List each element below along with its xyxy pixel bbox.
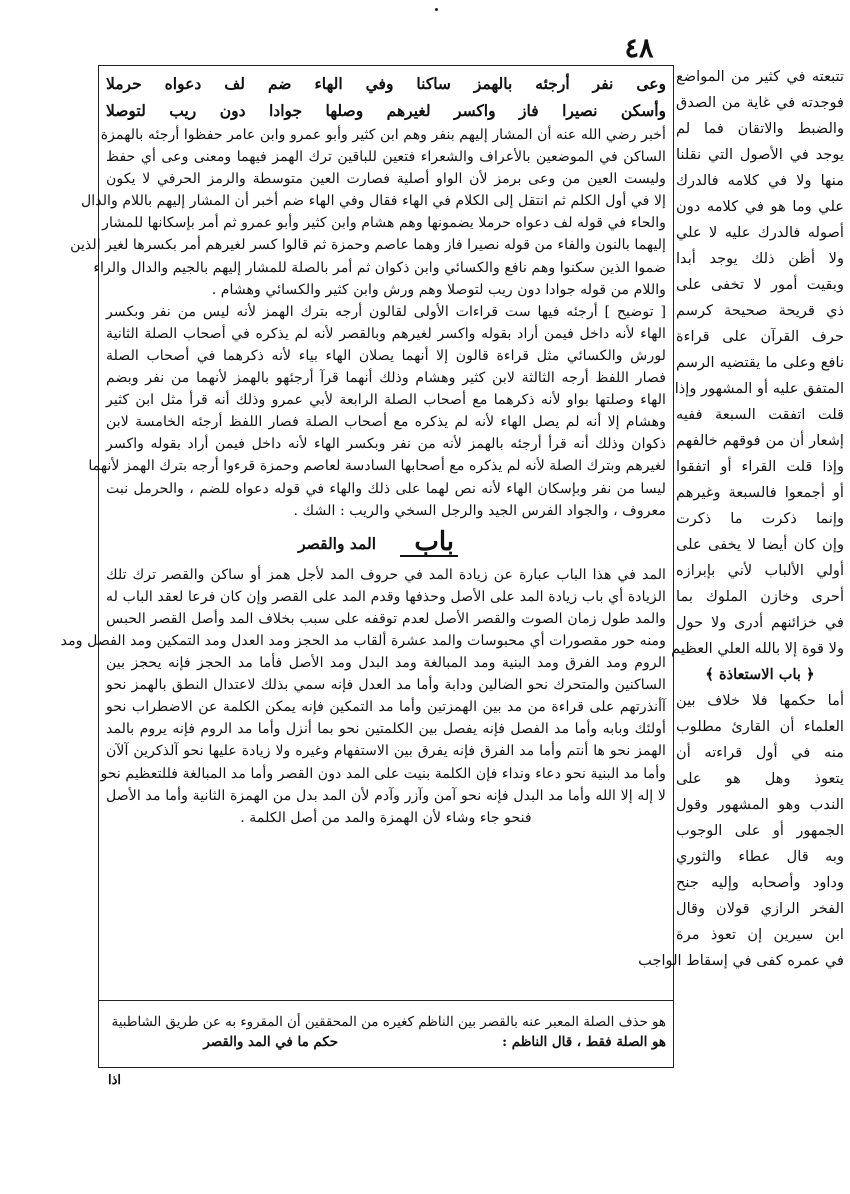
tawdih-line: ليسا من نفر وبإسكان الهاء لأنه نص لهما على ذلك والهاء في قوله دعواه للضم ، والحرمل نبت	[106, 480, 666, 497]
chapter-line: المد في هذا الباب عبارة عن زيادة المد في حروف المد لأجل همز أو ساكن والقصر ترك تلك	[106, 566, 666, 583]
ink-dot	[435, 8, 438, 11]
commentary-line: الساكن في الموضعين بالأعراف والشعراء فتعين للباقين ترك الهمز فيهما ومعنى وعى أي حفظ	[106, 149, 666, 166]
tawdih-line: لغيرهم وبترك الصلة لأنه لم يذكره مع أصحابها السادسة لعاصم وحمزة قرءوا أرجه بترك الهمز لأنهما	[88, 458, 666, 475]
margin-line: منها ولا في كلامه فالدرك	[676, 172, 844, 189]
footnote-line	[106, 1034, 666, 1058]
margin-line: والضبط والاتقان فما لم	[676, 120, 844, 137]
chapter-line: والمد طول زمان الصوت والقصر الأصل لعدم توقفه على سبب بخلاف المد وأصل القصر الحبس	[106, 610, 666, 627]
commentary-line: إلا في أول الكلم ثم انتقل إلى الكلام في الهاء فقال وفي الهاء ضم أخبر أن المشار إليهم باللام والدال	[81, 193, 666, 210]
chapter-line: أولئك وبابه وأما مد الفصل فإنه يفصل بين الكلمتين نحو بما أنزل وأما مد الروم فإنه يروم بالمد	[106, 721, 666, 738]
margin-line: ولا قوة إلا بالله العلي العظيم	[671, 640, 844, 657]
margin-line: الفخر الرازي قولان وقال	[676, 900, 844, 917]
poem-verse: وعى نفر أرجئه بالهمز ساكنا وفي الهاء ضم لف دعواه حرملا	[106, 74, 666, 93]
margin-line: المتفق عليه أو المشهور وإذا	[674, 380, 844, 397]
main-text	[60, 70, 666, 829]
footnote-verse: حكم ما في المد والقصر	[203, 1034, 338, 1050]
chapter-line: آأنذرتهم على قراءة من مد بين الهمزتين وأما مد التمكين فإنه يمكن الكلمة عن الاضطراب نحو	[106, 699, 666, 716]
margin-line: قلت اتفقت السبعة ففيه	[676, 406, 844, 423]
commentary-line: وليست العين من وعى برمز لأن الواو أصلية فصارت العين متوسطة والرمز الحرفي لا يكون	[106, 171, 666, 188]
margin-line: وبه قال عطاء والثوري	[676, 848, 844, 865]
tawdih-line: الهاء لأنه داخل فيمن أراد بقوله واكسر لغيرهم وبالقصر لأنه لم يذكره في أصحاب الصلة الثانية	[106, 325, 666, 342]
margin-line: وبقيت أمور لا تخفى على	[676, 276, 844, 293]
margin-line: إشعار أن من فوقهم خالفهم	[676, 432, 844, 449]
margin-line: يتعوذ وهل هو على	[676, 770, 844, 787]
commentary-line: واللام من قوله جوادا دون ريب لتوصلا وهم ورش وابن كثير والكسائي وهشام .	[211, 281, 666, 298]
commentary-line: والحاء في قوله لف دعواه حرملا يضمونها وهم هشام وابن كثير وأبو عمرو ثم أمر بإسكانها للمشار	[102, 215, 666, 232]
commentary-line: ضموا الذين سكنوا وهم نافع والكسائي وابن ذكوان ثم أمر بالصلة للمشار إليهم بالجيم والدال والراء	[93, 259, 666, 276]
margin-line: أصوله فالدرك عليه لا علي	[676, 224, 844, 241]
tawdih-line: معروف ، والجواد الفرس الجيد والرجل السخي والريب : الشك .	[293, 502, 666, 519]
footnote-separator	[98, 1000, 674, 1001]
chapter-line: وأما مد البنية نحو دعاء ونداء فإن الكلمة بنيت على المد دون القصر وأما مد المبالغة فللتعظيم نحو	[100, 765, 666, 782]
tawdih-line: [ توضيح ] أرجئه فيها ست قراءات الأولى لقالون أرجه بترك الهمز لأنه ليس من نفر وبكسر	[106, 303, 666, 320]
chapter-word: باب	[414, 526, 454, 557]
margin-line: فوجدته في غاية من الصدق	[676, 94, 844, 111]
margin-line: يوجد في الأصول التي نقلنا	[676, 146, 844, 163]
footnote-text: هو الصلة فقط ، قال الناظم :	[502, 1034, 666, 1050]
footnote-line: هو حذف الصلة المعبر عنه بالقصر بين الناظم كغيره من المحققين أن المقروء به عن طريق الشاطبية	[111, 1015, 666, 1030]
margin-heading-istiadha: ﴿ باب الاستعاذة ﴾	[705, 666, 815, 683]
chapter-line: الزيادة أي باب زيادة المد على الأصل وحذفها وقدم المد على القصر وإن كان فرعا لعقد الباب له	[106, 588, 666, 605]
commentary-line: أخبر رضي الله عنه أن المشار إليهم بنفر وهم ابن كثير وأبو عمرو وابن عامر حفظوا أرجئه بالهمزة	[100, 127, 666, 143]
margin-line: الجمهور أو على الوجوب	[676, 822, 844, 839]
margin-line: وإذا قلت القراء أو اتفقوا	[676, 458, 844, 475]
margin-line: منه في أول قراءته أن	[676, 744, 844, 761]
footnote	[106, 1012, 666, 1058]
margin-line: علي وما هو في كلامه دون	[676, 198, 844, 215]
chapter-line: ومنه حور مقصورات أي محبوسات والمد عشرة ألقاب مد الحجز ومد العدل ومد التمكين ومد الفصل ومد	[60, 632, 666, 649]
margin-line: في خزائنهم أدرى ولا حول	[676, 614, 844, 631]
tawdih-line: لورش والكسائي مثل قراءة قالون إلا أنهما يصلان الهاء بياء لأنه ذكرهما في أصحاب الصلة	[106, 347, 666, 364]
poem-verse: وأسكن نصيرا فاز واكسر لغيرهم وصلها جوادا دون ريب لتوصلا	[106, 101, 666, 120]
margin-line: أحرى وخازن الملوك بما	[676, 588, 844, 605]
tawdih-line: وهشام إلا أنه لم يصل الهاء لأنه لم يذكره مع أصحاب الصلة فصار اللفظ أرجئه الخامسة لابن	[106, 414, 666, 431]
catchword: اذا	[108, 1073, 122, 1088]
tawdih-line: فصار اللفظ أرجه الثالثة لابن كثير وهشام وذلك أنهما قرآ أرجئهو بالهمز لأنهما من نفر وبضم	[106, 370, 666, 387]
margin-line: الندب وهو المشهور وقول	[676, 796, 844, 813]
chapter-line: الساكنين والمتحرك نحو الضالين ودابة وأما مد العدل فإنه سمي بذلك لاعتدال النطق بالهمز نحو	[106, 677, 666, 694]
margin-line: تتبعته في كثير من المواضع	[676, 68, 844, 85]
margin-line: أولي الألباب لأني بإبرازه	[676, 562, 844, 579]
margin-commentary	[638, 64, 844, 974]
tawdih-line: الهاء وصلتها بواو لأنه ذكرهما مع أصحاب الصلة الرابعة لأبي عمرو وذلك أنه قرأ مثل ابن كثير	[106, 392, 666, 409]
chapter-heading	[106, 524, 666, 564]
margin-line: أو أجمعوا فالسبعة وغيرهم	[676, 484, 844, 501]
tawdih-line: ذكوان وذلك أنه قرأ أرجئه بالهمز لأنه من نفر وبكسر الهاء لأنه داخل فيمن أراد بقوله واكسر	[106, 436, 666, 453]
commentary-line: إليهما بالنون والفاء من قوله نصيرا فاز وهما عاصم وحمزة ثم قالوا كسر لغيرهم أمر بكسرها لغير الذين	[70, 237, 666, 254]
margin-line: وإن كان أيضا لا يخفى على	[676, 536, 844, 553]
margin-line: ابن سيرين إن تعوذ مرة	[676, 926, 844, 943]
margin-line: نافع وعلى ما يقتضيه الرسم	[676, 354, 844, 371]
margin-line: وإنما ذكرت ما ذكرت	[676, 510, 844, 527]
margin-line: ذي قريحة صحيحة كرسم	[676, 302, 844, 319]
margin-line: في عمره كفى في إسقاط الواجب	[638, 952, 844, 969]
margin-line: أما حكمها فلا خلاف بين	[676, 692, 844, 709]
margin-line: العلماء أن القارئ مطلوب	[676, 718, 844, 735]
chapter-title: المد والقصر	[298, 533, 376, 553]
page-number: ٤٨	[624, 33, 654, 64]
chapter-line: فنحو جاء وشاء لأن الهمزة والمد من أصل الكلمة .	[240, 809, 532, 826]
margin-line: ولا أظن ذلك يوجد أبدا	[676, 250, 844, 267]
chapter-line: لا إله إلا الله وأما مد البدل فإنه نحو آمن وآزر وآدم لأن المد بدل من الهمزة الثانية وأما مد الأصل	[106, 787, 666, 804]
chapter-line: الهمز نحو ها أنتم وأما مد الفرق فإنه يفرق بين الاستفهام وغيره ولا زيادة عليها نحو آلذكرين آلآن	[106, 743, 666, 760]
margin-line: حرف القرآن على قراءة	[676, 328, 844, 345]
chapter-underline	[400, 555, 458, 557]
chapter-line: الروم ومد الفرق ومد البنية ومد المبالغة ومد البدل ومد الأصل فأما مد الحجز فإنه يحجز بين	[106, 655, 666, 672]
margin-line: وداود وأصحابه وإليه جنح	[676, 874, 844, 891]
